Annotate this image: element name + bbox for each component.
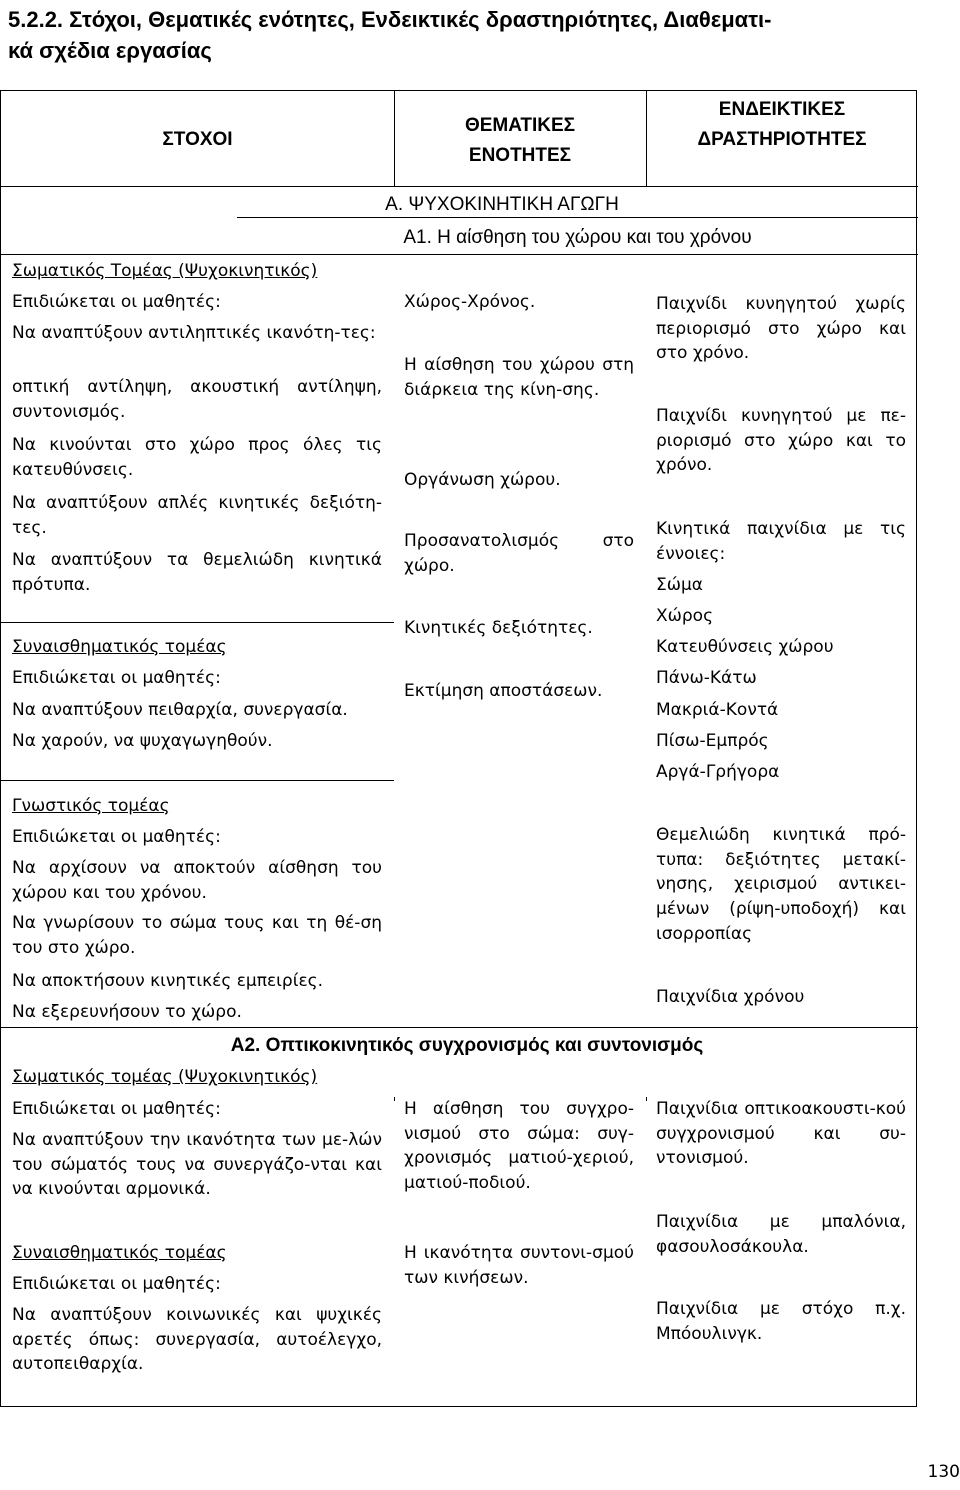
activity-text: Παιχνίδια οπτικοακουστι-κού συγχρονισμού και συ-ντονισμού. [656, 1099, 906, 1169]
goal-text: Να γνωρίσουν το σώμα τους και τη θέ-ση του στο χώρο. [12, 913, 382, 958]
column-header-goals: ΣΤΟΧΟΙ [162, 129, 233, 150]
concept-item: Πίσω-Εμπρός [656, 731, 769, 751]
subsection-title: Α1. Η αίσθηση του χώρου και του χρόνου [403, 227, 752, 248]
concept-item: Σώμα [656, 575, 703, 595]
concept-item: Πάνω-Κάτω [656, 668, 757, 688]
page-number: 130 [927, 1462, 960, 1482]
unit-text: Η ικανότητα συντονι-σμού των κινήσεων. [404, 1243, 634, 1288]
concept-item: Μακριά-Κοντά [656, 700, 779, 720]
domain-title: Σωματικός Τομέας (Ψυχοκινητικός) [12, 261, 318, 281]
column-header-activities: ΕΝΔΕΙΚΤΙΚΕΣ ΔΡΑΣΤΗΡΙΟΤΗΤΕΣ [697, 99, 867, 150]
goal-text: Να κινούνται στο χώρο προς όλες τις κατευθύνσεις. [12, 435, 382, 480]
concept-item: Αργά-Γρήγορα [656, 762, 780, 782]
column-divider [646, 1097, 647, 1101]
activity-text: Θεμελιώδη κινητικά πρό-τυπα: δεξιότητες μετακί-νησης, χειρισμού αντικει-μένων (ρίψη-υποδοχή) και ισορροπίας [656, 825, 906, 944]
activity-text: Παιχνίδια χρόνου [656, 987, 805, 1007]
page-heading: 5.2.2. Στόχοι, Θεματικές ενότητες, Ενδεικτικές δραστηριότητες, Διαθεματι- κά σχέδια εργασίας [8, 7, 772, 63]
concept-item: Χώρος [656, 606, 714, 626]
subsection-title: Α2. Οπτικοκινητικός συγχρονισμός και συντονισμός [230, 1035, 704, 1056]
block-rule [1, 622, 394, 623]
domain-title: Συναισθηματικός τομέας [12, 637, 227, 657]
unit-text: Η αίσθηση του συγχρο-νισμού στο σώμα: συγ-χρονισμός ματιού-χεριού, ματιού-ποδιού. [404, 1099, 634, 1194]
domain-title: Γνωστικός τομέας [12, 796, 170, 816]
goal-intro: Επιδιώκεται οι μαθητές: [12, 1099, 221, 1119]
activity-text: Παιχνίδι κυνηγητού με πε-ριορισμό στο χώρο και το χρόνο. [656, 406, 906, 476]
unit-text: Προσανατολισμός στο χώρο. [404, 531, 634, 576]
unit-text: Οργάνωση χώρου. [404, 470, 561, 490]
concept-item: Κατευθύνσεις χώρου [656, 637, 834, 657]
activity-text: Παιχνίδι κυνηγητού χωρίς περιορισμό στο χώρο και στο χρόνο. [656, 294, 906, 364]
goal-text: Να χαρούν, να ψυχαγωγηθούν. [12, 731, 273, 751]
goal-text: Να εξερευνήσουν το χώρο. [12, 1002, 242, 1022]
goal-text: Να αναπτύξουν απλές κινητικές δεξιότη-τες. [12, 493, 382, 538]
goal-text: οπτική αντίληψη, ακουστική αντίληψη, συντονισμός. [12, 377, 382, 422]
goal-intro: Επιδιώκεται οι μαθητές: [12, 292, 221, 312]
activity-text: Κινητικά παιχνίδια με τις έννοιες: [656, 519, 906, 564]
goal-text: Να αναπτύξουν την ικανότητα των με-λών του σώματός τους να συνεργάζο-νται και να κινούνται αρμονικά. [12, 1130, 382, 1200]
domain-title: Συναισθηματικός τομέας [12, 1243, 227, 1263]
section-rule [1, 254, 918, 255]
section-rule [1, 1027, 918, 1028]
goal-text: Να αναπτύξουν αντιληπτικές ικανότη-τες: [12, 323, 376, 343]
goal-intro: Επιδιώκεται οι μαθητές: [12, 827, 221, 847]
column-header-units: ΘΕΜΑΤΙΚΕΣ ΕΝΟΤΗΤΕΣ [464, 115, 576, 166]
goal-text: Να αναπτύξουν τα θεμελιώδη κινητικά πρότυπα. [12, 550, 382, 595]
activity-text: Παιχνίδια με μπαλόνια, φασουλοσάκουλα. [656, 1212, 906, 1257]
activity-text: Παιχνίδια με στόχο π.χ. Μπόουλινγκ. [656, 1299, 906, 1344]
goal-intro: Επιδιώκεται οι μαθητές: [12, 668, 221, 688]
goal-text: Να αναπτύξουν πειθαρχία, συνεργασία. [12, 700, 348, 720]
section-title: Α. ΨΥΧΟΚΙΝΗΤΙΚΗ ΑΓΩΓΗ [385, 194, 619, 215]
header-rule [1, 186, 918, 187]
unit-text: Εκτίμηση αποστάσεων. [404, 681, 603, 701]
unit-text: Κινητικές δεξιότητες. [404, 618, 593, 638]
goal-text: Να αναπτύξουν κοινωνικές και ψυχικές αρετές όπως: συνεργασία, αυτοέλεγχο, αυτοπειθαρχία. [12, 1305, 382, 1375]
column-divider [394, 1097, 395, 1101]
unit-text: Χώρος-Χρόνος. [404, 292, 536, 312]
goal-intro: Επιδιώκεται οι μαθητές: [12, 1274, 221, 1294]
block-rule [1, 780, 394, 781]
goal-text: Να αρχίσουν να αποκτούν αίσθηση του χώρου και του χρόνου. [12, 858, 382, 903]
unit-text: Η αίσθηση του χώρου στη διάρκεια της κίνη-σης. [404, 355, 634, 400]
goal-text: Να αποκτήσουν κινητικές εμπειρίες. [12, 971, 324, 991]
domain-title: Σωματικός τομέας (Ψυχοκινητικός) [12, 1067, 318, 1087]
